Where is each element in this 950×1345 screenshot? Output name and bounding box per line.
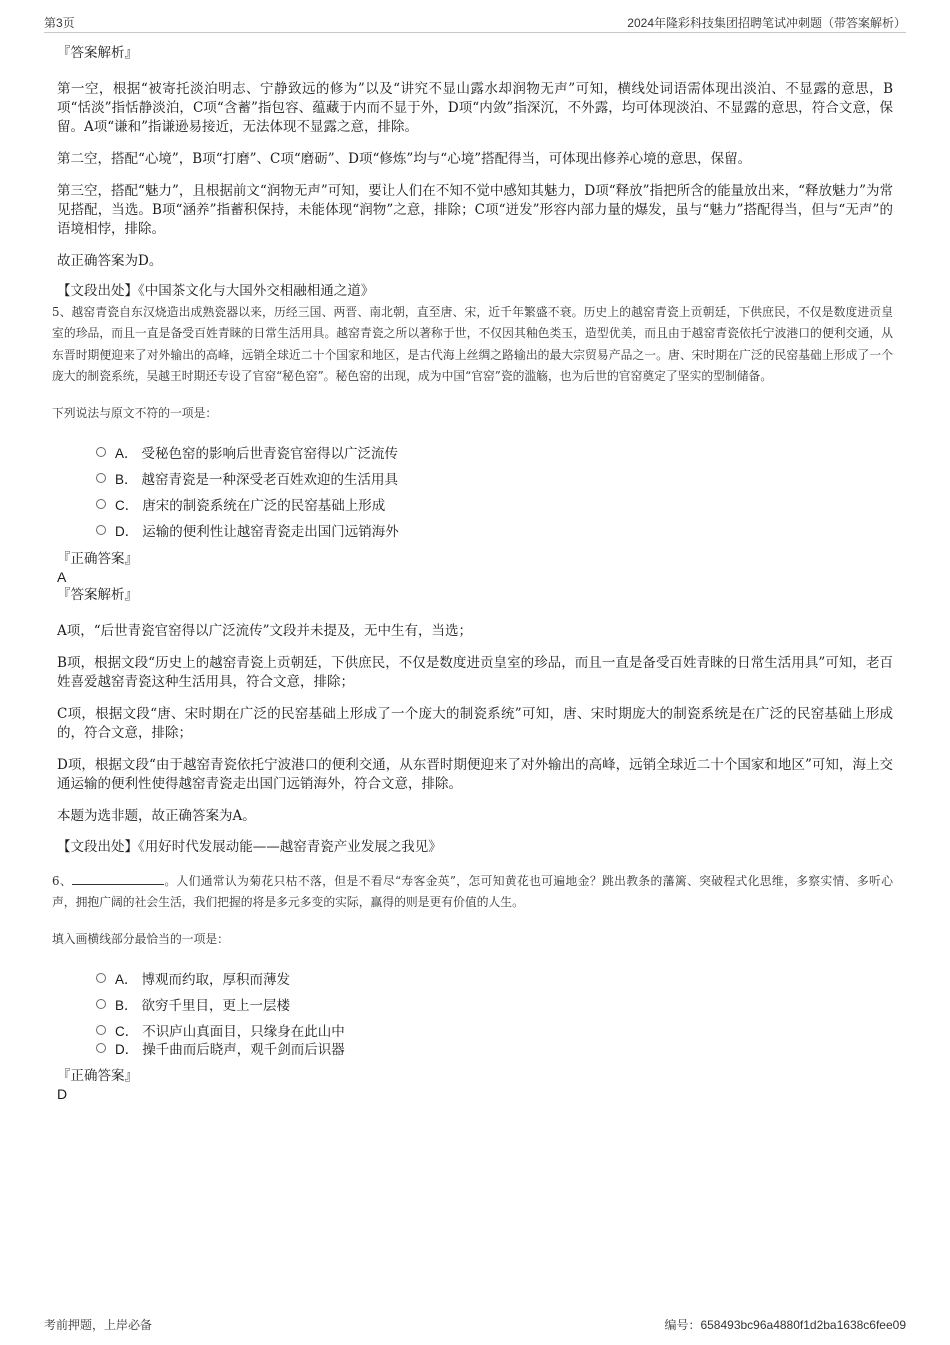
analysis-option-c: C项，根据文段“唐、宋时期在广泛的民窑基础上形成了一个庞大的制瓷系统”可知，唐、宋时期庞大的制瓷系统是在广泛的民窑基础上形成的，符合文意，排除； [57,706,893,742]
option-text: 欲穷千里目，更上一层楼 [141,997,291,1014]
radio-button[interactable] [96,999,106,1009]
option-text: 越窑青瓷是一种深受老百姓欢迎的生活用具 [141,472,399,489]
option-a[interactable]: A． 受秘色窑的影响后世青瓷官窑得以广泛流传 [96,443,893,461]
question-5-text: 5、越窑青瓷自东汉烧造出成熟瓷器以来，历经三国、两晋、南北朝，直至唐、宋，近千年繁盛不衰。历史上的越窑青瓷上贡朝廷，下供庶民，不仅是数度进贡皇室的珍品，而且一直是备受百姓青睐的日常生活用具。越窑青瓷之所以著称于世，不仅因其釉色类玉，造型优美，而且由于越窑青瓷依托宁波港口的便利交通，从东晋时期便迎来了对外输出的高峰，远销全球近二十个国家和地区，是古代海上丝绸之路输出的最大宗贸易产品之一。唐、宋时期在广泛的民窑基础上形成了一个庞大的制瓷系统，吴越王时期还专设了官窑“秘色窑”。秘色窑的出现，成为中国“官窑”瓷的滥觞，也为后世的官窑奠定了坚实的型制储备。 [52,305,893,383]
radio-button[interactable] [96,499,106,509]
passage-source: 【文段出处】《用好时代发展动能——越窑青瓷产业发展之我见》 [57,839,442,856]
analysis-conclusion: 故正确答案为D。 [57,253,163,269]
question-5-prompt: 下列说法与原文不符的一项是： [52,406,218,421]
answer-analysis-label: 『答案解析』 [57,45,138,61]
document-title: 2024年隆彩科技集团招聘笔试冲刺题（带答案解析） [627,16,906,30]
radio-button[interactable] [96,1043,106,1053]
question-6-prompt: 填入画横线部分最恰当的一项是： [52,931,229,946]
option-d[interactable]: D． 操千曲而后晓声，观千剑而后识器 [96,1039,893,1057]
page-footer [44,1312,906,1332]
option-c[interactable]: C． 唐宋的制瓷系统在广泛的民窑基础上形成 [96,495,893,513]
fill-blank [72,872,164,885]
correct-answer-label: 『正确答案』 [57,551,138,568]
footer-slogan: 考前押题，上岸必备 [44,1318,153,1332]
correct-answer-label: 『正确答案』 [57,1067,138,1084]
analysis-option-d: D项，根据文段“由于越窑青瓷依托宁波港口的便利交通，从东晋时期便迎来了对外输出的高峰，远销全球近二十个国家和地区”可知，海上交通运输的便利性使得越窑青瓷走出国门远销海外，符合文意，排除。 [57,757,893,793]
option-b[interactable]: B． 越窑青瓷是一种深受老百姓欢迎的生活用具 [96,469,893,487]
option-d[interactable]: D． 运输的便利性让越窑青瓷走出国门远销海外 [96,521,893,539]
radio-button[interactable] [96,525,106,535]
radio-button[interactable] [96,447,106,457]
radio-button[interactable] [96,473,106,483]
option-text: 操千曲而后晓声，观千剑而后识器 [142,1041,345,1058]
radio-button[interactable] [96,1025,106,1035]
answer-analysis-label: 『答案解析』 [57,587,138,604]
option-text: 不识庐山真面目，只缘身在此山中 [142,1023,345,1040]
question-body: 。人们通常认为菊花只枯不落，但是不看尽“寿客金英”，怎可知黄花也可遍地金？跳出教条的藩篱、突破程式化思维，多察实情、多听心声，拥抱广阔的社会生活，我们把握的将是多元多变的实际，赢得的则是更有价值的人生。 [52,874,893,910]
option-text: 博观而约取，厚积而薄发 [141,971,291,988]
correct-answer: D [57,1085,68,1102]
radio-button[interactable] [96,973,106,983]
analysis-paragraph-1: 第一空，根据“被寄托淡泊明志、宁静致远的修为”以及“讲究不显山露水却润物无声”可知，横线处词语需体现出淡泊、不显露的意思，B项“恬淡”指恬静淡泊，C项“含蓄”指包容、蕴藏于内而不显于外，D项“内敛”指深沉，不外露，均可体现淡泊、不显露的意思，符合文意，保留。A项“谦和”指谦逊易接近，无法体现不显露之意，排除。 [57,81,893,135]
analysis-option-a: A项，“后世青瓷官窑得以广泛流传”文段并未提及，无中生有，当选； [57,623,473,640]
analysis-option-b: B项，根据文段“历史上的越窑青瓷上贡朝廷，下供庶民，不仅是数度进贡皇室的珍品，而且一直是备受百姓青睐的日常生活用具”可知，老百姓喜爱越窑青瓷这种生活用具，符合文意，排除； [57,655,893,691]
option-a[interactable]: A． 博观而约取，厚积而薄发 [96,969,893,987]
analysis-paragraph-2: 第二空，搭配“心境”，B项“打磨”、C项“磨砺”、D项“修炼”均与“心境”搭配得当，可体现出修养心境的意思，保留。 [57,151,752,167]
correct-answer: A [57,569,67,586]
question-6-options [96,969,893,1057]
option-b[interactable]: B． 欲穷千里目，更上一层楼 [96,995,893,1013]
passage-source: 【文段出处】《中国茶文化与大国外交相融相通之道》 [57,283,375,299]
option-text: 受秘色窑的影响后世青瓷官窑得以广泛流传 [141,446,399,463]
question-5-options [96,443,893,539]
option-text: 运输的便利性让越窑青瓷走出国门远销海外 [142,524,399,541]
question-number: 6、 [52,874,72,889]
page-number: 第3页 [44,16,75,30]
page-header [44,10,906,33]
option-c[interactable]: C． 不识庐山真面目，只缘身在此山中 [96,1021,893,1039]
question-6-text [52,871,893,914]
page-content [52,44,893,1103]
analysis-conclusion: 本题为选非题，故正确答案为A。 [57,808,256,825]
option-text: 唐宋的制瓷系统在广泛的民窑基础上形成 [142,498,386,515]
document-id: 编号：658493bc96a4880f1d2ba1638c6fee09 [664,1318,906,1332]
analysis-paragraph-3: 第三空，搭配“魅力”，且根据前文“润物无声”可知，要让人们在不知不觉中感知其魅力，D项“释放”指把所含的能量放出来，“释放魅力”为常见搭配，当选。B项“涵养”指蓄积保持，未能体现“润物”之意，排除；C项“迸发”形容内部力量的爆发，虽与“魅力”搭配得当，但与“无声”的语境相悖，排除。 [57,183,893,237]
